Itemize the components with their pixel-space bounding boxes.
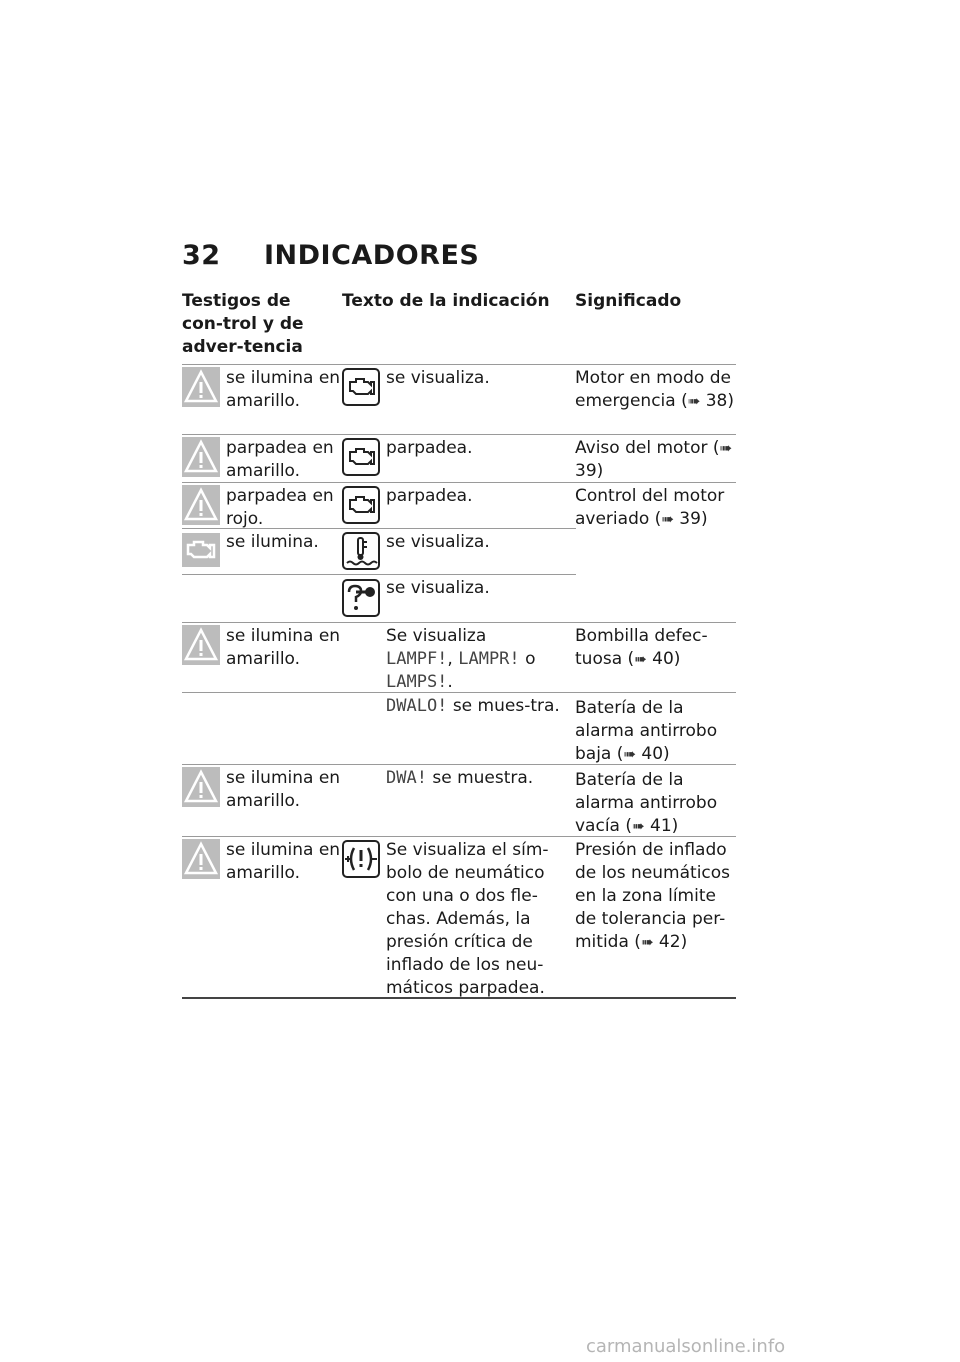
display-text: Se visualiza el sím-bolo de neumático con una o dos fle-chas. Además, la presión crítica de inflado de los neu-máticos parpadea. <box>386 840 549 998</box>
tire-pressure-icon <box>342 839 380 879</box>
column-header-texto: Texto de la indicación <box>342 291 550 311</box>
meaning: Presión de inflado de los neumáticos en la zona límite de tolerancia per-mitida (➠ 42) <box>575 840 731 952</box>
meaning: Motor en modo de emergencia (➠ 38) <box>575 368 734 411</box>
table-row <box>182 364 736 435</box>
meaning: Aviso del motor (➠ 39) <box>575 438 733 481</box>
table-row <box>182 836 736 997</box>
display-text: Se visualiza LAMPF!, LAMPR! o LAMPS!. <box>386 626 536 692</box>
display-text: se visualiza. <box>386 532 490 552</box>
page-number: 32 <box>182 240 221 271</box>
table-row <box>182 434 736 483</box>
table-row <box>182 528 576 575</box>
warning-triangle-icon <box>182 625 220 665</box>
meaning: Bombilla defec-tuosa (➠ 40) <box>575 626 708 669</box>
display-text: parpadea. <box>386 486 473 506</box>
indicator-state: se ilumina en amarillo. <box>226 768 341 811</box>
table-row <box>182 692 736 765</box>
table-row <box>182 764 736 837</box>
watermark: carmanualsonline.info <box>586 1336 786 1357</box>
table-bottom-rule <box>182 997 736 999</box>
display-text: parpadea. <box>386 438 473 458</box>
engine-icon <box>342 367 380 407</box>
indicator-state: se ilumina. <box>226 532 319 552</box>
engine-icon <box>342 485 380 525</box>
column-header-testigos: Testigos de con-trol y de adver-tencia <box>182 291 304 357</box>
warning-triangle-icon <box>182 767 220 807</box>
indicator-state: parpadea en amarillo. <box>226 438 334 481</box>
column-header-significado: Significado <box>575 291 682 311</box>
indicator-state: se ilumina en amarillo. <box>226 626 341 669</box>
indicator-state: se ilumina en amarillo. <box>226 368 341 411</box>
indicator-state: parpadea en rojo. <box>226 486 334 529</box>
display-text: DWALO! se mues-tra. <box>386 696 560 716</box>
display-text: DWA! se muestra. <box>386 768 534 788</box>
warning-triangle-icon <box>182 367 220 407</box>
warning-triangle-icon <box>182 839 220 879</box>
display-text: se visualiza. <box>386 578 490 598</box>
engine-icon <box>182 533 220 567</box>
display-text: se visualiza. <box>386 368 490 388</box>
table-row <box>182 574 576 623</box>
key-question-icon <box>342 578 380 618</box>
warning-triangle-icon <box>182 437 220 477</box>
table-row <box>182 482 736 529</box>
engine-icon <box>342 437 380 477</box>
page-header <box>182 240 479 271</box>
table-row <box>182 622 736 693</box>
meaning: Control del motor averiado (➠ 39) <box>575 486 725 529</box>
indicator-state: se ilumina en amarillo. <box>226 840 341 883</box>
page-title: INDICADORES <box>264 240 480 271</box>
meaning: Batería de la alarma antirrobo vacía (➠ 41) <box>575 770 718 836</box>
coolant-temperature-icon <box>342 531 380 571</box>
meaning: Batería de la alarma antirrobo baja (➠ 40) <box>575 698 718 764</box>
warning-triangle-icon <box>182 485 220 525</box>
